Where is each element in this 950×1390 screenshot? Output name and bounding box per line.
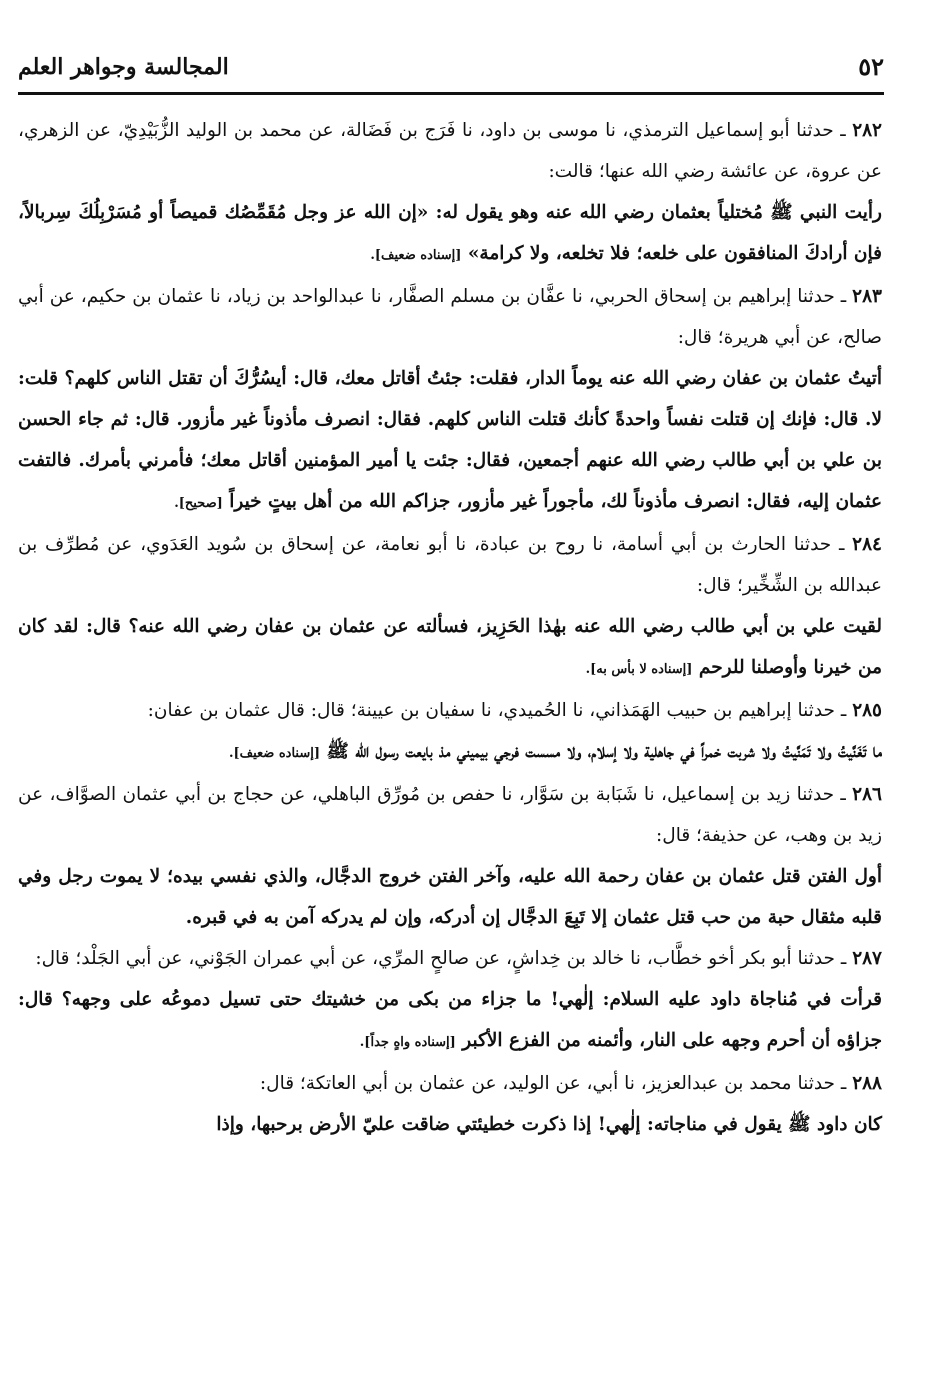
hadith-text: [18, 979, 882, 1063]
hadith-chain: [18, 690, 882, 731]
grading: [صحيح].: [174, 496, 223, 511]
grading: [إسناده لا بأس به].: [585, 662, 693, 677]
text-body: أتيتُ عثمان بن عفان رضي الله عنه يوماً الدار، فقلت: جئتُ أقاتل معك، قال: أيسُرُّكَ أن تقتل الناس كلهم؟ قلت: لا. قال: فإنك إن قتلت نفساً واحدةً كأنك قتلت الناس كلهم. فقال: انصرف مأذوناً غير مأزور. قال: ثم جاء الحسن بن علي بن أبي طالب رضي الله عنهم أجمعين، فقال: جئت يا أمير المؤمنين أقاتل معك؛ فأمرني بأمرك. فالتفت عثمان إليه، فقال: انصرف مأذوناً لك، مأجوراً غير مأزور، جزاكم الله من أهل بيتٍ خيراً: [18, 368, 882, 512]
hadith-text: [18, 358, 882, 524]
hadith-chain: [18, 774, 882, 856]
hadith-chain: [18, 1063, 882, 1104]
text-body: ما تَغَنَّيتُ ولا تَمَنَّيتُ ولا شربت خمراً في جاهلية ولا إسلام، ولا مسست فرجي بيميني مذ بايعت رسول الله ﷺ: [326, 741, 882, 762]
hadith-chain: [18, 276, 882, 358]
hadith-text: [18, 731, 882, 774]
hadith-number: ٢٨٦: [852, 784, 882, 805]
hadith-text: [18, 1104, 882, 1145]
page-header: [18, 52, 884, 82]
chain-text: ـ حدثنا أبو بكر أخو خطَّاب، نا خالد بن خِداشٍ، عن صالحٍ المرِّي، عن أبي عمران الجَوْني، عن أبي الجَلْد؛ قال:: [35, 948, 847, 969]
book-title: المجالسة وجواهر العلم: [18, 54, 229, 80]
hadith-number: ٢٨٧: [852, 948, 882, 969]
chain-text: ـ حدثنا زيد بن إسماعيل، نا شَبَابة بن سَوَّار، نا حفص بن مُورِّق الباهلي، عن حجاج بن أبي عثمان الصوَّاف، عن زيد بن وهب، عن حذيفة؛ قال:: [18, 784, 882, 846]
hadith-number: ٢٨٤: [852, 534, 882, 555]
grading: [إسناده واهٍ جداً].: [359, 1035, 456, 1050]
chain-text: ـ حدثنا أبو إسماعيل الترمذي، نا موسى بن داود، نا فَرَج بن فَضَالة، عن محمد بن الوليد الزُّبَيْدِيّ، عن الزهري، عن عروة، عن عائشة رضي الله عنها؛ قالت:: [18, 120, 882, 182]
grading: [إسناده ضعيف].: [228, 746, 320, 761]
chain-text: ـ حدثنا إبراهيم بن إسحاق الحربي، نا عفَّان بن مسلم الصفَّار، نا عبدالواحد بن زياد، نا عثمان بن حكيم، عن أبي صالح، عن أبي هريرة؛ قال:: [18, 286, 882, 348]
header-rule: [18, 92, 884, 95]
page-body: [18, 110, 882, 1145]
text-body: كان داود ﷺ يقول في مناجاته: إلٰهي! إذا ذكرت خطيئتي ضاقت عليّ الأرض برحبها، وإذا: [216, 1114, 882, 1135]
page-number: ٥٢: [858, 52, 884, 81]
hadith-chain: [18, 524, 882, 606]
hadith-text: [18, 856, 882, 938]
chain-text: ـ حدثنا الحارث بن أبي أسامة، نا روح بن عبادة، نا أبو نعامة، عن إسحاق بن سُويد العَدَوي، عن مُطرِّف بن عبدالله بن الشِّخِّير؛ قال:: [18, 534, 882, 596]
text-body: قرأت في مُناجاة داود عليه السلام: إلٰهي! ما جزاء من بكى من خشيتك حتى تسيل دموعُه على وجهه؟ قال: جزاؤه أن أحرم وجهه على النار، وأئمنه من الفزع الأكبر: [18, 989, 882, 1051]
chain-text: ـ حدثنا إبراهيم بن حبيب الهَمَذاني، نا الحُميدي، نا سفيان بن عيينة؛ قال: قال عثمان بن عفان:: [147, 700, 847, 721]
hadith-chain: [18, 938, 882, 979]
hadith-chain: [18, 110, 882, 192]
hadith-number: ٢٨٢: [852, 120, 882, 141]
hadith-text: [18, 606, 882, 690]
hadith-number: ٢٨٣: [852, 286, 882, 307]
text-body: لقيت علي بن أبي طالب رضي الله عنه بهٰذا الحَزِيز، فسألته عن عثمان بن عفان رضي الله عنه؟ قال: لقد كان من خيرنا وأوصلنا للرحم: [18, 616, 882, 678]
hadith-number: ٢٨٨: [852, 1073, 882, 1094]
hadith-number: ٢٨٥: [852, 700, 882, 721]
text-body: رأيت النبي ﷺ مُختلياً بعثمان رضي الله عنه وهو يقول له: «إن الله عز وجل مُقَمِّصُك قميصاً أو مُسَرْبِلُكَ سِربالاً، فإن أرادكَ المنافقون على خلعه؛ فلا تخلعه، ولا كرامة»: [18, 202, 882, 264]
hadith-text: [18, 192, 882, 276]
grading: [إسناده ضعيف].: [370, 248, 462, 263]
chain-text: ـ حدثنا محمد بن عبدالعزيز، نا أبي، عن الوليد، عن عثمان بن أبي العاتكة؛ قال:: [259, 1073, 847, 1094]
text-body: أول الفتن قتل عثمان بن عفان رحمة الله عليه، وآخر الفتن خروج الدجَّال، والذي نفسي بيده؛ لا يموت رجل وفي قلبه مثقال حبة من حب قتل عثمان إلا تَبِعَ الدجَّال إن أدركه، وإن لم يدركه آمن به في قبره.: [18, 866, 882, 928]
